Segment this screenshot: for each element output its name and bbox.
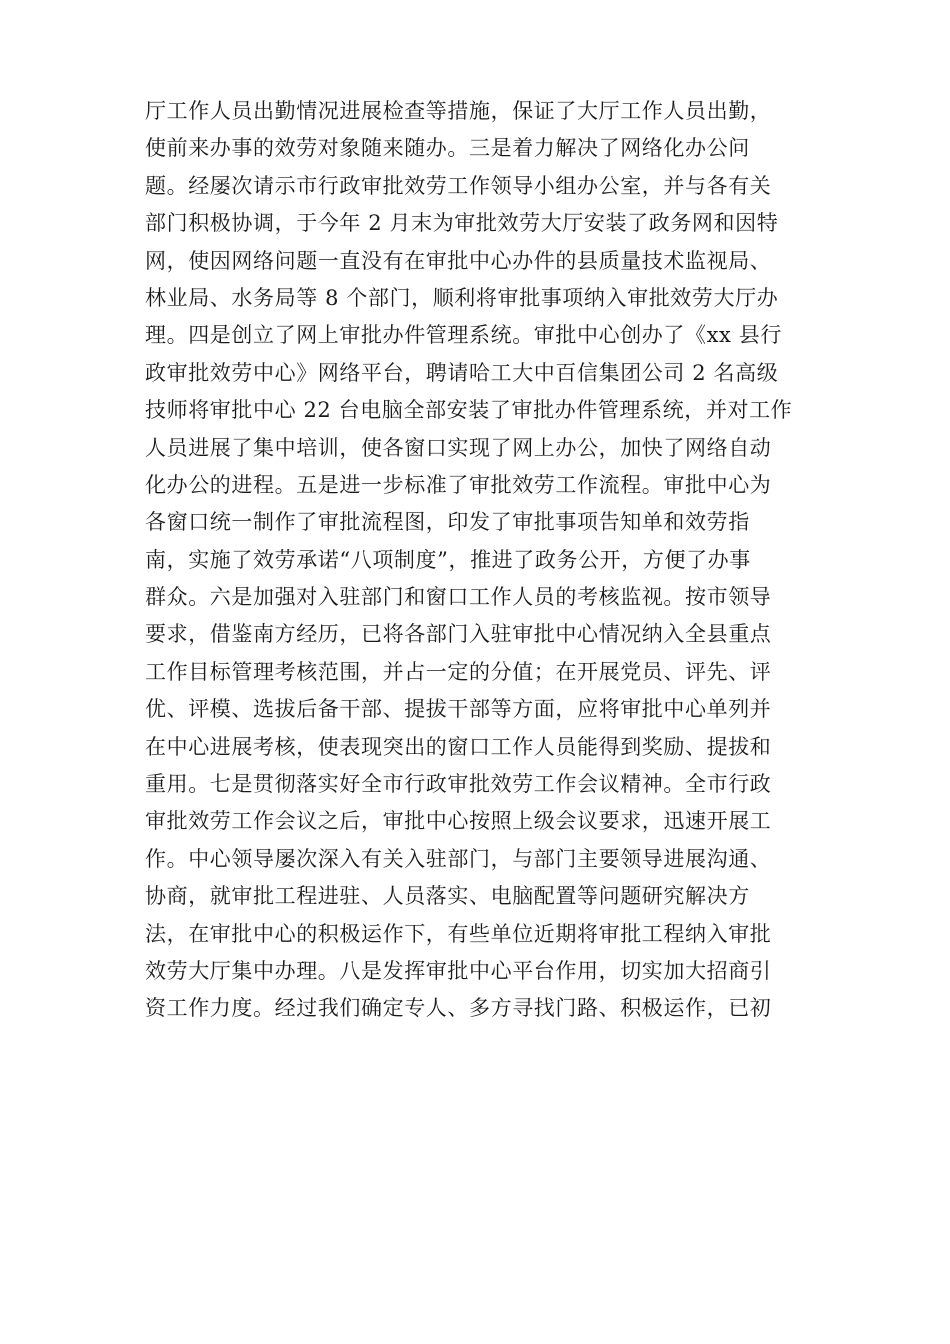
- text-line: 题。经屡次请示市行政审批效劳工作领导小组办公室，并与各有关: [145, 173, 772, 198]
- text-line: 法，在审批中心的积极运作下，有些单位近期将审批工程纳入审批: [145, 921, 772, 946]
- text-line: 资工作力度。经过我们确定专人、多方寻找门路、积极运作，已初: [145, 996, 772, 1021]
- text-line: 作。中心领导屡次深入有关入驻部门，与部门主要领导进展沟通、: [145, 846, 772, 871]
- text-line: 工作目标管理考核范围，并占一定的分值；在开展党员、评先、评: [145, 659, 772, 684]
- text-line: 在中心进展考核，使表现突出的窗口工作人员能得到奖励、提拔和: [145, 734, 772, 759]
- text-line: 技师将审批中心 22 台电脑全部安装了审批办件管理系统，并对工作: [145, 398, 793, 423]
- text-line: 理。四是创立了网上审批办件管理系统。审批中心创办了《xx 县行: [145, 323, 782, 348]
- text-line: 要求，借鉴南方经历，已将各部门入驻审批中心情况纳入全县重点: [145, 622, 772, 647]
- body-text: [145, 93, 815, 1028]
- text-line: 使前来办事的效劳对象随来随办。三是着力解决了网络化办公问: [145, 136, 750, 161]
- text-line: 部门积极协调，于今年 2 月末为审批效劳大厅安装了政务网和因特: [145, 211, 779, 236]
- text-line: 优、评模、选拔后备干部、提拔干部等方面，应将审批中心单列并: [145, 697, 772, 722]
- text-line: 化办公的进程。五是进一步标准了审批效劳工作流程。审批中心为: [145, 472, 772, 497]
- text-line: 审批效劳工作会议之后，审批中心按照上级会议要求，迅速开展工: [145, 809, 772, 834]
- text-line: 政审批效劳中心》网络平台，聘请哈工大中百信集团公司 2 名高级: [145, 360, 779, 385]
- text-line: 重用。七是贯彻落实好全市行政审批效劳工作会议精神。全市行政: [145, 772, 772, 797]
- text-line: 厅工作人员出勤情况进展检查等措施，保证了大厅工作人员出勤，: [145, 99, 772, 123]
- text-line: 林业局、水务局等 8 个部门，顺利将审批事项纳入审批效劳大厅办: [145, 285, 779, 310]
- text-line: 群众。六是加强对入驻部门和窗口工作人员的考核监视。按市领导: [145, 585, 772, 610]
- text-line: 南，实施了效劳承诺“八项制度”，推进了政务公开，方便了办事: [145, 547, 751, 572]
- text-line: 效劳大厅集中办理。八是发挥审批中心平台作用，切实加大招商引: [145, 958, 772, 983]
- text-line: 协商，就审批工程进驻、人员落实、电脑配置等问题研究解决方: [145, 884, 750, 909]
- text-line: 人员进展了集中培训，使各窗口实现了网上办公，加快了网络自动: [145, 435, 772, 460]
- text-line: 网，使因网络问题一直没有在审批中心办件的县质量技术监视局、: [145, 248, 772, 273]
- text-line: 各窗口统一制作了审批流程图，印发了审批事项告知单和效劳指: [145, 510, 750, 535]
